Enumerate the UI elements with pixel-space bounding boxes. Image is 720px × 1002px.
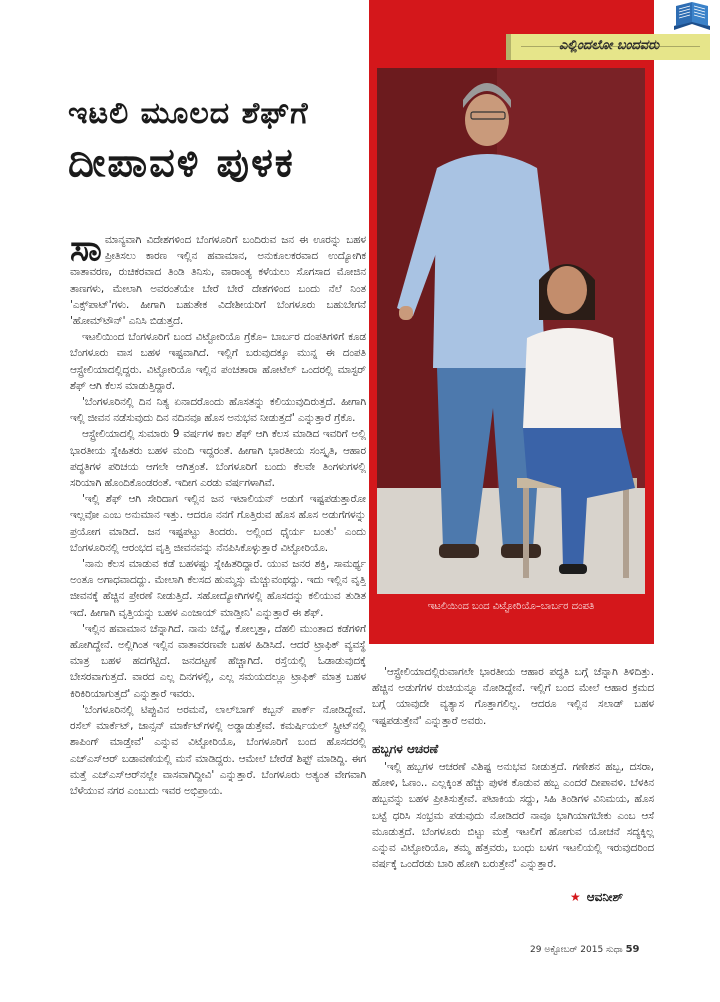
headline-line-2: ದೀಪಾವಳಿ ಪುಳಕ [68, 140, 295, 186]
section-header-label: ಎಲ್ಲಿಂದಲೋ ಬಂದವರು [559, 38, 660, 53]
photo-caption: ಇಟಲಿಯಿಂದ ಬಂದ ವಿಟ್ಟೋರಿಯೊ–ಬಾರ್ಬರ ದಂಪತಿ [427, 601, 595, 612]
article-paragraph: 'ಬೆಂಗಳೂರಿನಲ್ಲಿ ದಿನ ನಿತ್ಯ ಏನಾದರೊಂದು ಹೊಸತನ್ನು ಕಲಿಯುವುದಿರುತ್ತದೆ. ಹೀಗಾಗಿ ಇಲ್ಲಿ ಜೀವನ ನಡೆಸುವುದು ದಿನ ನದಿನವೂ ಹೊಸ ಅನುಭವ ನೀಡುತ್ತದೆ' ಎನ್ನುತ್ತಾರೆ ಗ್ರೆಕೊ. [70, 396, 366, 425]
drop-cap: ಸಾ [70, 232, 102, 269]
page-number: 59 [625, 944, 640, 955]
book-logo-icon [670, 0, 714, 32]
couple-photo [377, 68, 645, 594]
author-name: ಆವನೀಶ್ [586, 890, 623, 904]
article-paragraph: 'ಇಲ್ಲಿ ಶೆಫ್ ಆಗಿ ಸೇರಿದಾಗ ಇಲ್ಲಿನ ಜನ ಇಟಾಲಿಯನ್ ಅಡುಗೆ ಇಷ್ಟಪಡುತ್ತಾರೋ ಇಲ್ಲವೋ ಎಂಬ ಅನುಮಾನ ಇತ್ತು. ಆದರೂ ನನಗೆ ಗೊತ್ತಿರುವ ಹೊಸ ಹೊಸ ಅಡುಗೆಗಳನ್ನು ಪ್ರಯೋಗ ಮಾಡಿದೆ. ಜನ ಇಷ್ಟಪಟ್ಟು ತಿಂದರು. ಅಲ್ಲಿಂದ ಧೈರ್ಯ ಬಂತು' ಎಂದು ಬೆಂಗಳೂರಿನಲ್ಲಿ ಆರಂಭದ ವೃತ್ತಿ ಜೀವನವನ್ನು ನೆನಪಿಸಿಕೊಳ್ಳುತ್ತಾರೆ ವಿಟ್ಟೋರಿಯೊ. [70, 493, 366, 554]
article-paragraph: ಆಸ್ಟ್ರೇಲಿಯಾದಲ್ಲಿ ಸುಮಾರು 9 ವರ್ಷಗಳ ಕಾಲ ಶೆಫ್ ಆಗಿ ಕೆಲಸ ಮಾಡಿದ ಇವರಿಗೆ ಅಲ್ಲಿ ಭಾರತೀಯ ಸ್ನೇಹಿತರು ಬಹಳ ಮಂದಿ ಇದ್ದರಂತೆ. ಹೀಗಾಗಿ ಭಾರತೀಯ ಸಂಸ್ಕೃತಿ, ಆಹಾರ ಪದ್ಧತಿಗಳ ಪರಿಚಯ ಆಗಲೇ ಆಗಿತ್ತಂತೆ. ಬೆಂಗಳೂರಿಗೆ ಬಂದು ಕೆಲವೇ ತಿಂಗಳುಗಳಲ್ಲಿ ಸರಿಯಾಗಿ ಹೊಂದಿಕೊಂಡರಂತೆ. ಇದೀಗ ಎರಡು ವರ್ಷಗಳಾಗಿವೆ. [70, 428, 366, 490]
subheading: ಹಬ್ಬಗಳ ಆಚರಣೆ [372, 741, 439, 756]
article-paragraph: 'ಇಲ್ಲಿನ ಹವಾಮಾನ ಚೆನ್ನಾಗಿದೆ. ನಾನು ಚೆನ್ನೈ, ಕೋಲ್ಕತ್ತಾ, ದೆಹಲಿ ಮುಂತಾದ ಕಡೆಗಳಿಗೆ ಹೋಗಿದ್ದೇನೆ. ಅಲ್ಲಿಗಿಂತ ಇಲ್ಲಿನ ವಾತಾವರಣವೇ ಬಹಳ ಹಿಡಿಸಿದೆ. ಆದರೆ ಟ್ರಾಫಿಕ್ ವ್ಯವಸ್ಥೆ ಮಾತ್ರ ಬಹಳ ಹದಗೆಟ್ಟಿದೆ. ಜನದಟ್ಟಣೆ ಹೆಚ್ಚಾಗಿದೆ. ರಸ್ತೆಯಲ್ಲಿ ಓಡಾಡುವುದಕ್ಕೆ ಬೇಸರವಾಗುತ್ತದೆ. ವಾರದ ಎಲ್ಲ ದಿನಗಳಲ್ಲಿ, ಎಲ್ಲ ಸಮಯದಲ್ಲೂ ಟ್ರಾಫಿಕ್ ಮಾತ್ರ ಬಹಳ ಕಿರಿಕಿರಿಯಾಗುತ್ತದೆ' ಎನ್ನುತ್ತಾರೆ ಇವರು. [70, 622, 366, 700]
article-paragraph: 'ಇಲ್ಲಿ ಹಬ್ಬಗಳ ಆಚರಣೆ ವಿಶಿಷ್ಟ ಅನುಭವ ನೀಡುತ್ತದೆ. ಗಣೇಶನ ಹಬ್ಬ, ದಸರಾ, ಹೋಳಿ, ಓಣಂ.. ಎಲ್ಲಕ್ಕಿಂತ ಹೆಚ್ಚು ಪುಳಕ ಕೊಡುವ ಹಬ್ಬ ಎಂದರೆ ದೀಪಾವಳಿ. ಬೆಳಕಿನ ಹಬ್ಬವನ್ನು ಬಹಳ ಪ್ರೀತಿಸುತ್ತೇವೆ. ಪಟಾಕಿಯ ಸದ್ದು, ಸಿಹಿ ತಿಂಡಿಗಳ ವಿನಿಮಯ, ಹೊಸ ಬಟ್ಟೆ ಧರಿಸಿ ಸಂಭ್ರಮ ಪಡುವುದು ನೋಡಿದರೆ ನಾವೂ ಭಾಗಿಯಾಗಬೇಕು ಎಂಬ ಆಸೆ ಮೂಡುತ್ತದೆ. ಬೆಂಗಳೂರು ಬಿಟ್ಟು ಮತ್ತೆ ಇಟಲಿಗೆ ಹೋಗುವ ಯೋಚನೆ ಸದ್ಯಕ್ಕಿಲ್ಲ ಎನ್ನುವ ವಿಟ್ಟೋರಿಯೊ, ತಮ್ಮ ಹೆತ್ತವರು, ಬಂಧು ಬಳಗ ಇಟಲಿಯಲ್ಲಿ ಇರುವುದರಿಂದ ವರ್ಷಕ್ಕೆ ಒಂದೆರಡು ಬಾರಿ ಹೋಗಿ ಬರುತ್ತೇನೆ' ಎನ್ನುತ್ತಾರೆ. [372, 761, 654, 871]
article-paragraph: ಇಟಲಿಯಿಂದ ಬೆಂಗಳೂರಿಗೆ ಬಂದ ವಿಟ್ಟೋರಿಯೊ ಗ್ರೆಕೊ– ಬಾರ್ಬರ ದಂಪತಿಗಳಿಗೆ ಕೂಡ ಬೆಂಗಳೂರು ವಾಸ ಬಹಳ ಇಷ್ಟವಾಗಿದೆ. ಇಲ್ಲಿಗೆ ಬರುವುದಕ್ಕೂ ಮುನ್ನ ಈ ದಂಪತಿ ಆಸ್ಟ್ರೇಲಿಯಾದಲ್ಲಿದ್ದರು. ವಿಟ್ಟೋರಿಯೊ ಇಲ್ಲಿನ ಪಂಚತಾರಾ ಹೋಟೆಲ್ ಒಂದರಲ್ಲಿ ಮಾಸ್ಟರ್ ಶೆಫ್ ಆಗಿ ಕೆಲಸ ಮಾಡುತ್ತಿದ್ದಾರೆ. [70, 331, 366, 392]
article-paragraph: 'ಬೆಂಗಳೂರಿನಲ್ಲಿ ಟಿಪ್ಪುವಿನ ಅರಮನೆ, ಲಾಲ್‌ಬಾಗ್ ಕಬ್ಬನ್ ಪಾರ್ಕ್ ನೋಡಿದ್ದೇವೆ. ರಸೆಲ್ ಮಾರ್ಕೆಟ್, ಜಾನ್ಸನ್ ಮಾರ್ಕೆಟ್‌ಗಳಲ್ಲಿ ಅಡ್ಡಾಡುತ್ತೇವೆ. ಕಮರ್ಷಿಯಲ್ ಸ್ಟ್ರೀಟ್‌ನಲ್ಲಿ ಶಾಪಿಂಗ್ ಮಾಡ್ತೇವೆ' ಎನ್ನುವ ವಿಟ್ಟೋರಿಯೊ, ಬೆಂಗಳೂರಿಗೆ ಬಂದ ಹೊಸದರಲ್ಲಿ ಎಚ್‌ಎಸ್‌ಆರ್ ಬಡಾವಣೆಯಲ್ಲಿ ಮನೆ ಮಾಡಿದ್ದರು. ಆಮೇಲೆ ಬೇರೆಡೆ ಶಿಫ್ಟ್ ಮಾಡಿದ್ದಿ. ಈಗ ಮತ್ತೆ ಎಚ್‌ಎಸ್‌ಆರ್‌ನಲ್ಲೇ ವಾಸವಾಗಿದ್ದೀವಿ' ಎನ್ನುತ್ತಾರೆ. ಬೆಂಗಳೂರು ಅತ್ಯಂತ ವೇಗವಾಗಿ ಬೆಳೆಯುವ ನಗರ ಎಂಬುದು ಇವರ ಅಭಿಪ್ರಾಯ. [70, 703, 366, 797]
article-paragraph: ಸಾಮಾನ್ಯವಾಗಿ ವಿದೇಶಗಳಿಂದ ಬೆಂಗಳೂರಿಗೆ ಬಂದಿರುವ ಜನ ಈ ಊರನ್ನು ಬಹಳ ಪ್ರೀತಿಸಲು ಕಾರಣ ಇಲ್ಲಿನ ಹವಾಮಾನ, ಅನುಕೂಲಕರವಾದ ಉದ್ಯೋಗಿಕ ವಾತಾವರಣ, ರುಚಿಕರವಾದ ತಿಂಡಿ ತಿನಿಸು, ವಾರಾಂತ್ಯ ಕಳೆಯಲು ಸೊಗಸಾದ ಮೋಜಿನ ತಾಣಗಳು, ಮೇಲಾಗಿ ಅವರಂತೆಯೇ ಬೇರೆ ಬೇರೆ ದೇಶಗಳಿಂದ ಬಂದು ನೆಲೆ ನಿಂತ 'ಎಕ್ಸ್‌ಪಾಟ್'ಗಳು. ಹೀಗಾಗಿ ಬಹುತೇಕ ವಿದೇಶೀಯರಿಗೆ ಬೆಂಗಳೂರು ಬಹುಬೇಗನೆ 'ಹೋಮ್‌ಟೌನ್' ಎನಿಸಿ ಬಿಡುತ್ತದೆ. [70, 232, 366, 328]
section-header-bar [506, 34, 710, 60]
headline-line-1: ಇಟಲಿ ಮೂಲದ ಶೆಫ್‌ಗೆ [68, 96, 309, 131]
byline [570, 890, 623, 905]
magazine-name: ಸುಧಾ [606, 945, 623, 955]
issue-date: 29 ಅಕ್ಟೋಬರ್ 2015 [530, 945, 604, 955]
article-body-left [70, 232, 366, 922]
article-paragraph: 'ನಾನು ಕೆಲಸ ಮಾಡುವ ಕಡೆ ಬಹಳಷ್ಟು ಸ್ನೇಹಿತರಿದ್ದಾರೆ. ಯುವ ಜನರ ಶಕ್ತಿ, ಸಾಮರ್ಥ್ಯ ಅಂತೂ ಅಗಾಧವಾದದ್ದು. ಮೇಲಾಗಿ ಕೆಲಸದ ಹುಮ್ಮಸ್ಸು ಮೆಚ್ಚುವಂಥದ್ದು. ಇದು ಇಲ್ಲಿನ ವೃತ್ತಿ ಜೀವನಕ್ಕೆ ಹೆಚ್ಚಿನ ಪ್ರೇರಣೆ ನೀಡುತ್ತಿದೆ. ಸಹೋದ್ಯೋಗಿಗಳಲ್ಲಿ ಹೊಸದನ್ನು ಕಲಿಯುವ ತುಡಿತ ಇದೆ. ಹೀಗಾಗಿ ವೃತ್ತಿಯನ್ನು ಬಹಳ ಎಂಜಾಯ್ ಮಾಡ್ತೀನಿ' ಎನ್ನುತ್ತಾರೆ ಈ ಶೆಫ್. [70, 558, 366, 619]
page-folio [530, 944, 639, 955]
article-paragraph: 'ಆಸ್ಟ್ರೇಲಿಯಾದಲ್ಲಿರುವಾಗಲೇ ಭಾರತೀಯ ಆಹಾರ ಪದ್ಧತಿ ಬಗ್ಗೆ ಚೆನ್ನಾಗಿ ತಿಳಿದಿತ್ತು. ಹೆಚ್ಚಿನ ಅಡುಗೆಗಳ ರುಚಿಯನ್ನೂ ನೋಡಿದ್ದೇನೆ. ಇಲ್ಲಿಗೆ ಬಂದ ಮೇಲೆ ಆಹಾರ ಕ್ರಮದ ಬಗ್ಗೆ ಯಾವುದೇ ವ್ಯತ್ಯಾಸ ಗೊತ್ತಾಗಲಿಲ್ಲ. ಆದರೂ ಇಲ್ಲಿನ ಸಲಾಡ್ ಬಹಳ ಇಷ್ಟಪಡುತ್ತೇನೆ' ಎನ್ನುತ್ತಾರೆ ಅವರು. [372, 666, 654, 727]
star-icon: ★ [570, 890, 581, 904]
article-body-right [372, 664, 654, 872]
couple-photo-illustration [377, 68, 645, 594]
